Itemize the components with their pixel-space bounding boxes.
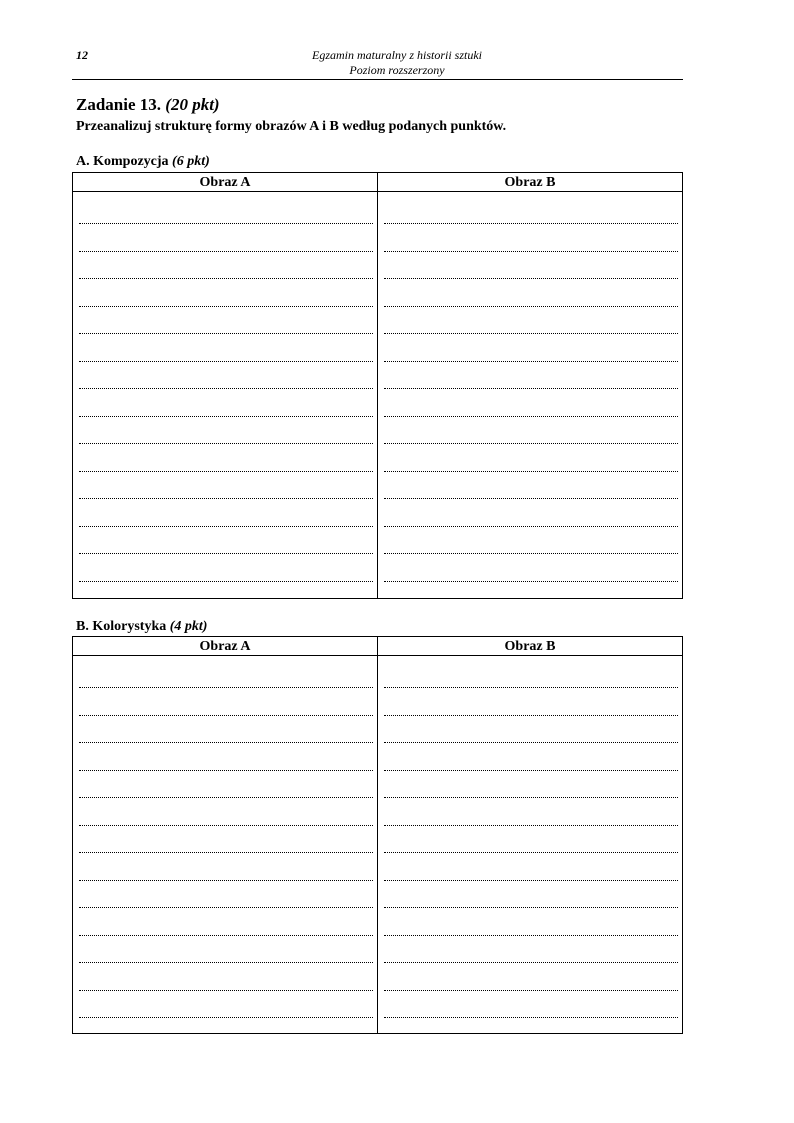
section-b-table bbox=[72, 636, 683, 1034]
task-points: (20 pkt) bbox=[165, 95, 220, 114]
answer-dotted-line bbox=[79, 498, 373, 499]
answer-dotted-line bbox=[384, 498, 678, 499]
answer-dotted-line bbox=[79, 333, 373, 334]
answer-dotted-line bbox=[384, 581, 678, 582]
answer-dotted-line bbox=[79, 797, 373, 798]
answer-dotted-line bbox=[384, 278, 678, 279]
answer-dotted-line bbox=[384, 715, 678, 716]
section-a-answer-b-lines bbox=[378, 192, 682, 598]
section-a-answer-a[interactable] bbox=[73, 192, 378, 599]
task-instruction: Przeanalizuj strukturę formy obrazów A i B według podanych punktów. bbox=[76, 119, 507, 134]
section-b-label: B. Kolorystyka bbox=[76, 619, 167, 634]
answer-dotted-line bbox=[79, 687, 373, 688]
section-a-col-b-header: Obraz B bbox=[378, 173, 683, 192]
answer-dotted-line bbox=[384, 443, 678, 444]
section-b-answer-b-lines bbox=[378, 656, 682, 1033]
section-b-title bbox=[76, 618, 207, 635]
answer-dotted-line bbox=[384, 223, 678, 224]
section-b-answer-b-lines-a bbox=[73, 656, 377, 1033]
section-a-points: (6 pkt) bbox=[172, 154, 210, 169]
answer-dotted-line bbox=[79, 306, 373, 307]
page-number: 12 bbox=[76, 48, 88, 62]
answer-dotted-line bbox=[384, 333, 678, 334]
answer-dotted-line bbox=[79, 278, 373, 279]
answer-dotted-line bbox=[79, 852, 373, 853]
answer-dotted-line bbox=[79, 880, 373, 881]
header-rule bbox=[72, 79, 683, 80]
section-b-points: (4 pkt) bbox=[169, 619, 208, 634]
answer-dotted-line bbox=[384, 251, 678, 252]
answer-dotted-line bbox=[79, 361, 373, 362]
answer-dotted-line bbox=[384, 553, 678, 554]
answer-dotted-line bbox=[384, 742, 678, 743]
answer-dotted-line bbox=[384, 880, 678, 881]
answer-dotted-line bbox=[384, 416, 678, 417]
section-a-col-a-header: Obraz A bbox=[73, 173, 378, 192]
answer-dotted-line bbox=[79, 825, 373, 826]
answer-dotted-line bbox=[79, 962, 373, 963]
answer-dotted-line bbox=[384, 526, 678, 527]
answer-dotted-line bbox=[79, 388, 373, 389]
answer-dotted-line bbox=[79, 416, 373, 417]
answer-dotted-line bbox=[384, 990, 678, 991]
answer-dotted-line bbox=[384, 770, 678, 771]
answer-dotted-line bbox=[79, 581, 373, 582]
answer-dotted-line bbox=[384, 935, 678, 936]
section-a-answer-b[interactable] bbox=[378, 192, 683, 599]
running-header-line2: Poziom rozszerzony bbox=[349, 63, 445, 77]
answer-dotted-line bbox=[79, 715, 373, 716]
answer-dotted-line bbox=[79, 990, 373, 991]
running-header-line1: Egzamin maturalny z historii sztuki bbox=[311, 48, 482, 62]
answer-dotted-line bbox=[79, 443, 373, 444]
answer-dotted-line bbox=[384, 388, 678, 389]
section-a-table bbox=[72, 172, 683, 599]
answer-dotted-line bbox=[79, 223, 373, 224]
answer-dotted-line bbox=[384, 797, 678, 798]
answer-dotted-line bbox=[384, 361, 678, 362]
answer-dotted-line bbox=[384, 687, 678, 688]
answer-dotted-line bbox=[384, 825, 678, 826]
answer-dotted-line bbox=[79, 935, 373, 936]
answer-dotted-line bbox=[384, 907, 678, 908]
answer-dotted-line bbox=[79, 471, 373, 472]
answer-dotted-line bbox=[79, 251, 373, 252]
answer-dotted-line bbox=[79, 907, 373, 908]
section-a-answer-a-lines bbox=[73, 192, 377, 598]
section-b-col-a-header: Obraz A bbox=[73, 637, 378, 656]
answer-dotted-line bbox=[384, 962, 678, 963]
section-a-label: A. Kompozycja bbox=[76, 154, 169, 169]
task-title bbox=[76, 95, 220, 115]
answer-dotted-line bbox=[79, 742, 373, 743]
answer-dotted-line bbox=[384, 852, 678, 853]
section-a-title bbox=[76, 153, 210, 170]
section-b-col-b-header: Obraz B bbox=[378, 637, 683, 656]
section-b-answer-b[interactable] bbox=[378, 656, 683, 1034]
task-title-label: Zadanie 13. bbox=[76, 95, 162, 114]
answer-dotted-line bbox=[384, 471, 678, 472]
section-b-answer-a[interactable] bbox=[73, 656, 378, 1034]
answer-dotted-line bbox=[79, 553, 373, 554]
answer-dotted-line bbox=[79, 526, 373, 527]
answer-dotted-line bbox=[384, 1017, 678, 1018]
answer-dotted-line bbox=[79, 1017, 373, 1018]
running-header bbox=[0, 48, 794, 78]
answer-dotted-line bbox=[79, 770, 373, 771]
answer-dotted-line bbox=[384, 306, 678, 307]
